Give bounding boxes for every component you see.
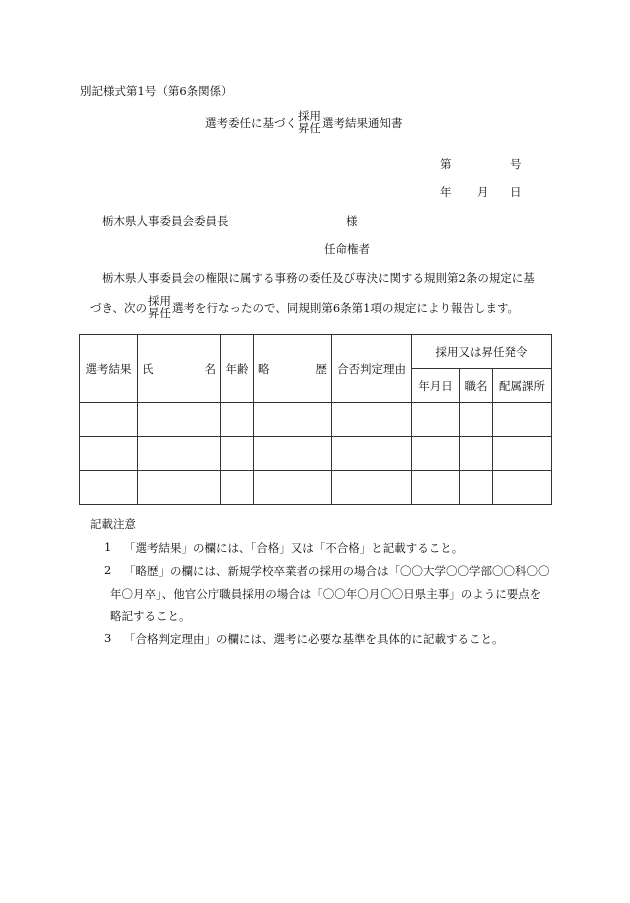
table-cell[interactable] [221,437,254,471]
header-department: 配属課所 [493,369,552,403]
table-cell[interactable] [221,403,254,437]
date-month: 月 [477,185,489,199]
table-cell[interactable] [332,403,412,437]
table-cell[interactable] [332,437,412,471]
number-dai: 第 [440,157,452,171]
note-2-line-3: 略記すること。 [110,609,191,623]
body-stack-top: 採用 [148,294,172,308]
header-name-b: 名 [204,361,216,376]
body-stack-bottom: 昇任 [148,305,172,320]
honorific: 様 [346,214,358,228]
table-cell[interactable] [493,471,552,505]
note-3-line-1: 「合格判定理由」の欄には、選考に必要な基準を具体的に記載すること。 [124,632,504,646]
header-age: 年齢 [221,335,254,403]
body-line-2 [90,296,519,319]
date-year: 年 [440,185,452,199]
header-date: 年月日 [412,369,460,403]
header-history [254,335,332,403]
table-cell[interactable] [80,471,138,505]
header-name [138,335,221,403]
table-cell[interactable] [412,437,460,471]
header-reason: 合否判定理由 [332,335,412,403]
table-row [80,437,552,471]
header-history-a: 略 [258,361,270,376]
table-cell[interactable] [460,437,493,471]
table-cell[interactable] [493,403,552,437]
header-history-b: 歴 [315,361,327,376]
note-1-line-1: 「選考結果」の欄には、「合格」又は「不合格」と記載すること。 [124,541,464,555]
addressee: 栃木県人事委員会委員長 [102,214,229,228]
results-table [79,334,552,505]
table-cell[interactable] [332,471,412,505]
table-cell[interactable] [80,403,138,437]
form-label: 別記様式第1号（第6条関係） [80,84,233,98]
table-cell[interactable] [412,403,460,437]
table-row [80,471,552,505]
table-cell[interactable] [254,437,332,471]
table-cell[interactable] [412,471,460,505]
body-stack [148,296,171,319]
header-result: 選考結果 [80,335,138,403]
title-prefix: 選考委任に基づく [205,115,297,130]
header-position: 職名 [460,369,493,403]
body-line-2-suffix: 選考を行なったので、同規則第6条第1項の規定により報告します。 [172,300,520,315]
table-cell[interactable] [138,471,221,505]
note-2-line-1: 「略歴」の欄には、新規学校卒業者の採用の場合は「〇〇大学〇〇学部〇〇科〇〇 [124,564,550,578]
table-cell[interactable] [460,403,493,437]
title-stack [298,111,321,134]
table-cell[interactable] [221,471,254,505]
table-cell[interactable] [460,471,493,505]
note-2-line-2: 年〇月卒」、他官公庁職員採用の場合は「〇〇年〇月〇〇日県主事」のように要点を [110,587,542,601]
table-cell[interactable] [138,437,221,471]
notes-heading: 記載注意 [90,517,136,531]
date-day: 日 [510,185,522,199]
table-cell[interactable] [493,437,552,471]
body-line-2-prefix: づき、次の [90,300,148,315]
table-cell[interactable] [254,471,332,505]
header-appointment: 採用又は昇任発令 [412,335,552,369]
number-go: 号 [510,157,522,171]
title-stack-top: 採用 [298,109,321,123]
note-1-number: 1 [104,540,112,554]
title-suffix: 選考結果通知書 [322,115,403,130]
body-line-1: 栃木県人事委員会の権限に属する事務の委任及び専決に関する規則第2条の規定に基 [102,271,535,285]
note-3-number: 3 [104,631,112,645]
title-stack-bottom: 昇任 [298,120,321,135]
appointer: 任命権者 [324,242,370,256]
table-row [80,403,552,437]
table-cell[interactable] [254,403,332,437]
document-title [205,111,403,134]
table-cell[interactable] [80,437,138,471]
table-cell[interactable] [138,403,221,437]
note-2-number: 2 [104,563,112,577]
header-name-a: 氏 [142,361,154,376]
